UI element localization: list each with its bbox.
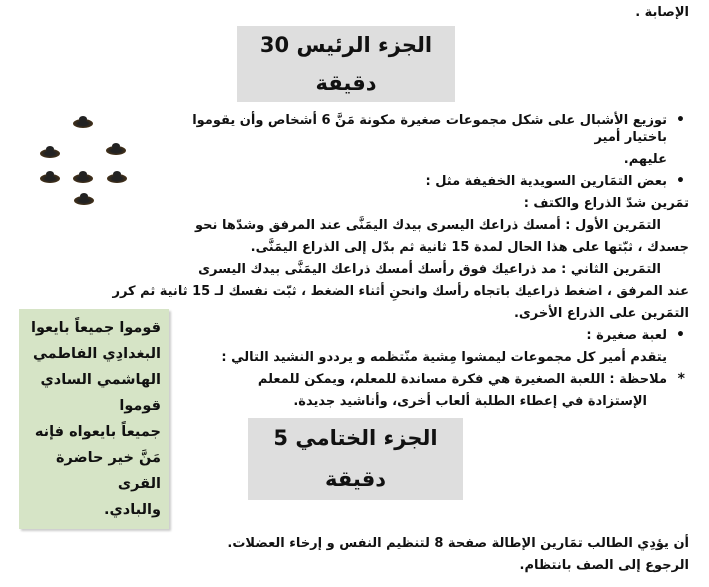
exercise1-line1: التمَرين الأول : أمسك ذراعك اليسرى بيدك اليمَنَّى عند المرفق وشدّها نحو <box>195 218 661 233</box>
game-description: يتقدم أمير كل مجموعات ليمشوا مِشية منّتظمه و يرددو النشيد التالي : <box>221 350 667 365</box>
closing-section-title: الجزء الختامي 5 دقيقة <box>248 418 463 500</box>
anthem-line: الهاشمي السادي قوموا <box>40 372 161 414</box>
exercise2-line3: التمَرين على الذراع الأخرى. <box>513 306 689 321</box>
anthem-line: البغدادِي الفاطمي <box>33 346 161 362</box>
anthem-line: مَنَّ خير حاضرة القرى <box>56 450 161 492</box>
main-section-title: الجزء الرئيس 30 دقيقة <box>237 26 455 102</box>
note-line2: الإستزادة في إعطاء الطلبة ألعاب أخرى، وأناشيد جديدة. <box>293 394 647 409</box>
intro-tail: الإصابة . <box>635 5 689 20</box>
anthem-line: والبادي. <box>103 502 161 518</box>
anthem-line: قوموا جميعاً بايعوا <box>30 320 161 336</box>
exercise-heading: تمَرين شدّ الذراع والكتف : <box>523 196 689 211</box>
bullet-groups-line2: عليهم. <box>623 152 667 167</box>
closing-line1: أن يؤدِي الطالب تمَارين الإطالة صفحة 8 لتنظيم النفس و إرخاء العضلات. <box>227 536 689 551</box>
exercise1-line2: جسدك ، ثبّتها على هذا الحال لمدة 15 ثانية ثم بدّل إلى الذراع اليمَنَّى. <box>250 240 689 255</box>
bullet-exercises: • بعض التمَارين السويدية الخفيفة مثل : <box>8 173 689 190</box>
anthem-line: جميعاً بايعواه فإنه <box>34 424 161 440</box>
bullet-groups-line1: • توزيع الأشبال على شكل مجموعات صغيرة مكونة مَنَّ 6 أشخاص وأن يقوموا باختيار أمير <box>8 112 689 146</box>
bullet-small-game: • لعبة صغيرة : <box>8 327 689 344</box>
note-line1: * ملاحظة : اللعبة الصغيرة هي فكرة مساندة للمعلم، ويمكن للمعلم <box>8 371 689 388</box>
closing-line2: الرجوع إلى الصف بانتظام. <box>519 558 689 573</box>
exercise2-line1: التمَرين الثاني : مد ذراعيك فوق رأسك أمسك ذراعك اليمَنَّى بيدك اليسرى <box>198 262 661 277</box>
exercise2-line2: عند المرفق ، اضغط ذراعيك باتجاه رأسك وانحنِ أثناء الضغط ، ثبّت نفسك لـ 15 ثانية ثم كرر <box>112 284 689 299</box>
